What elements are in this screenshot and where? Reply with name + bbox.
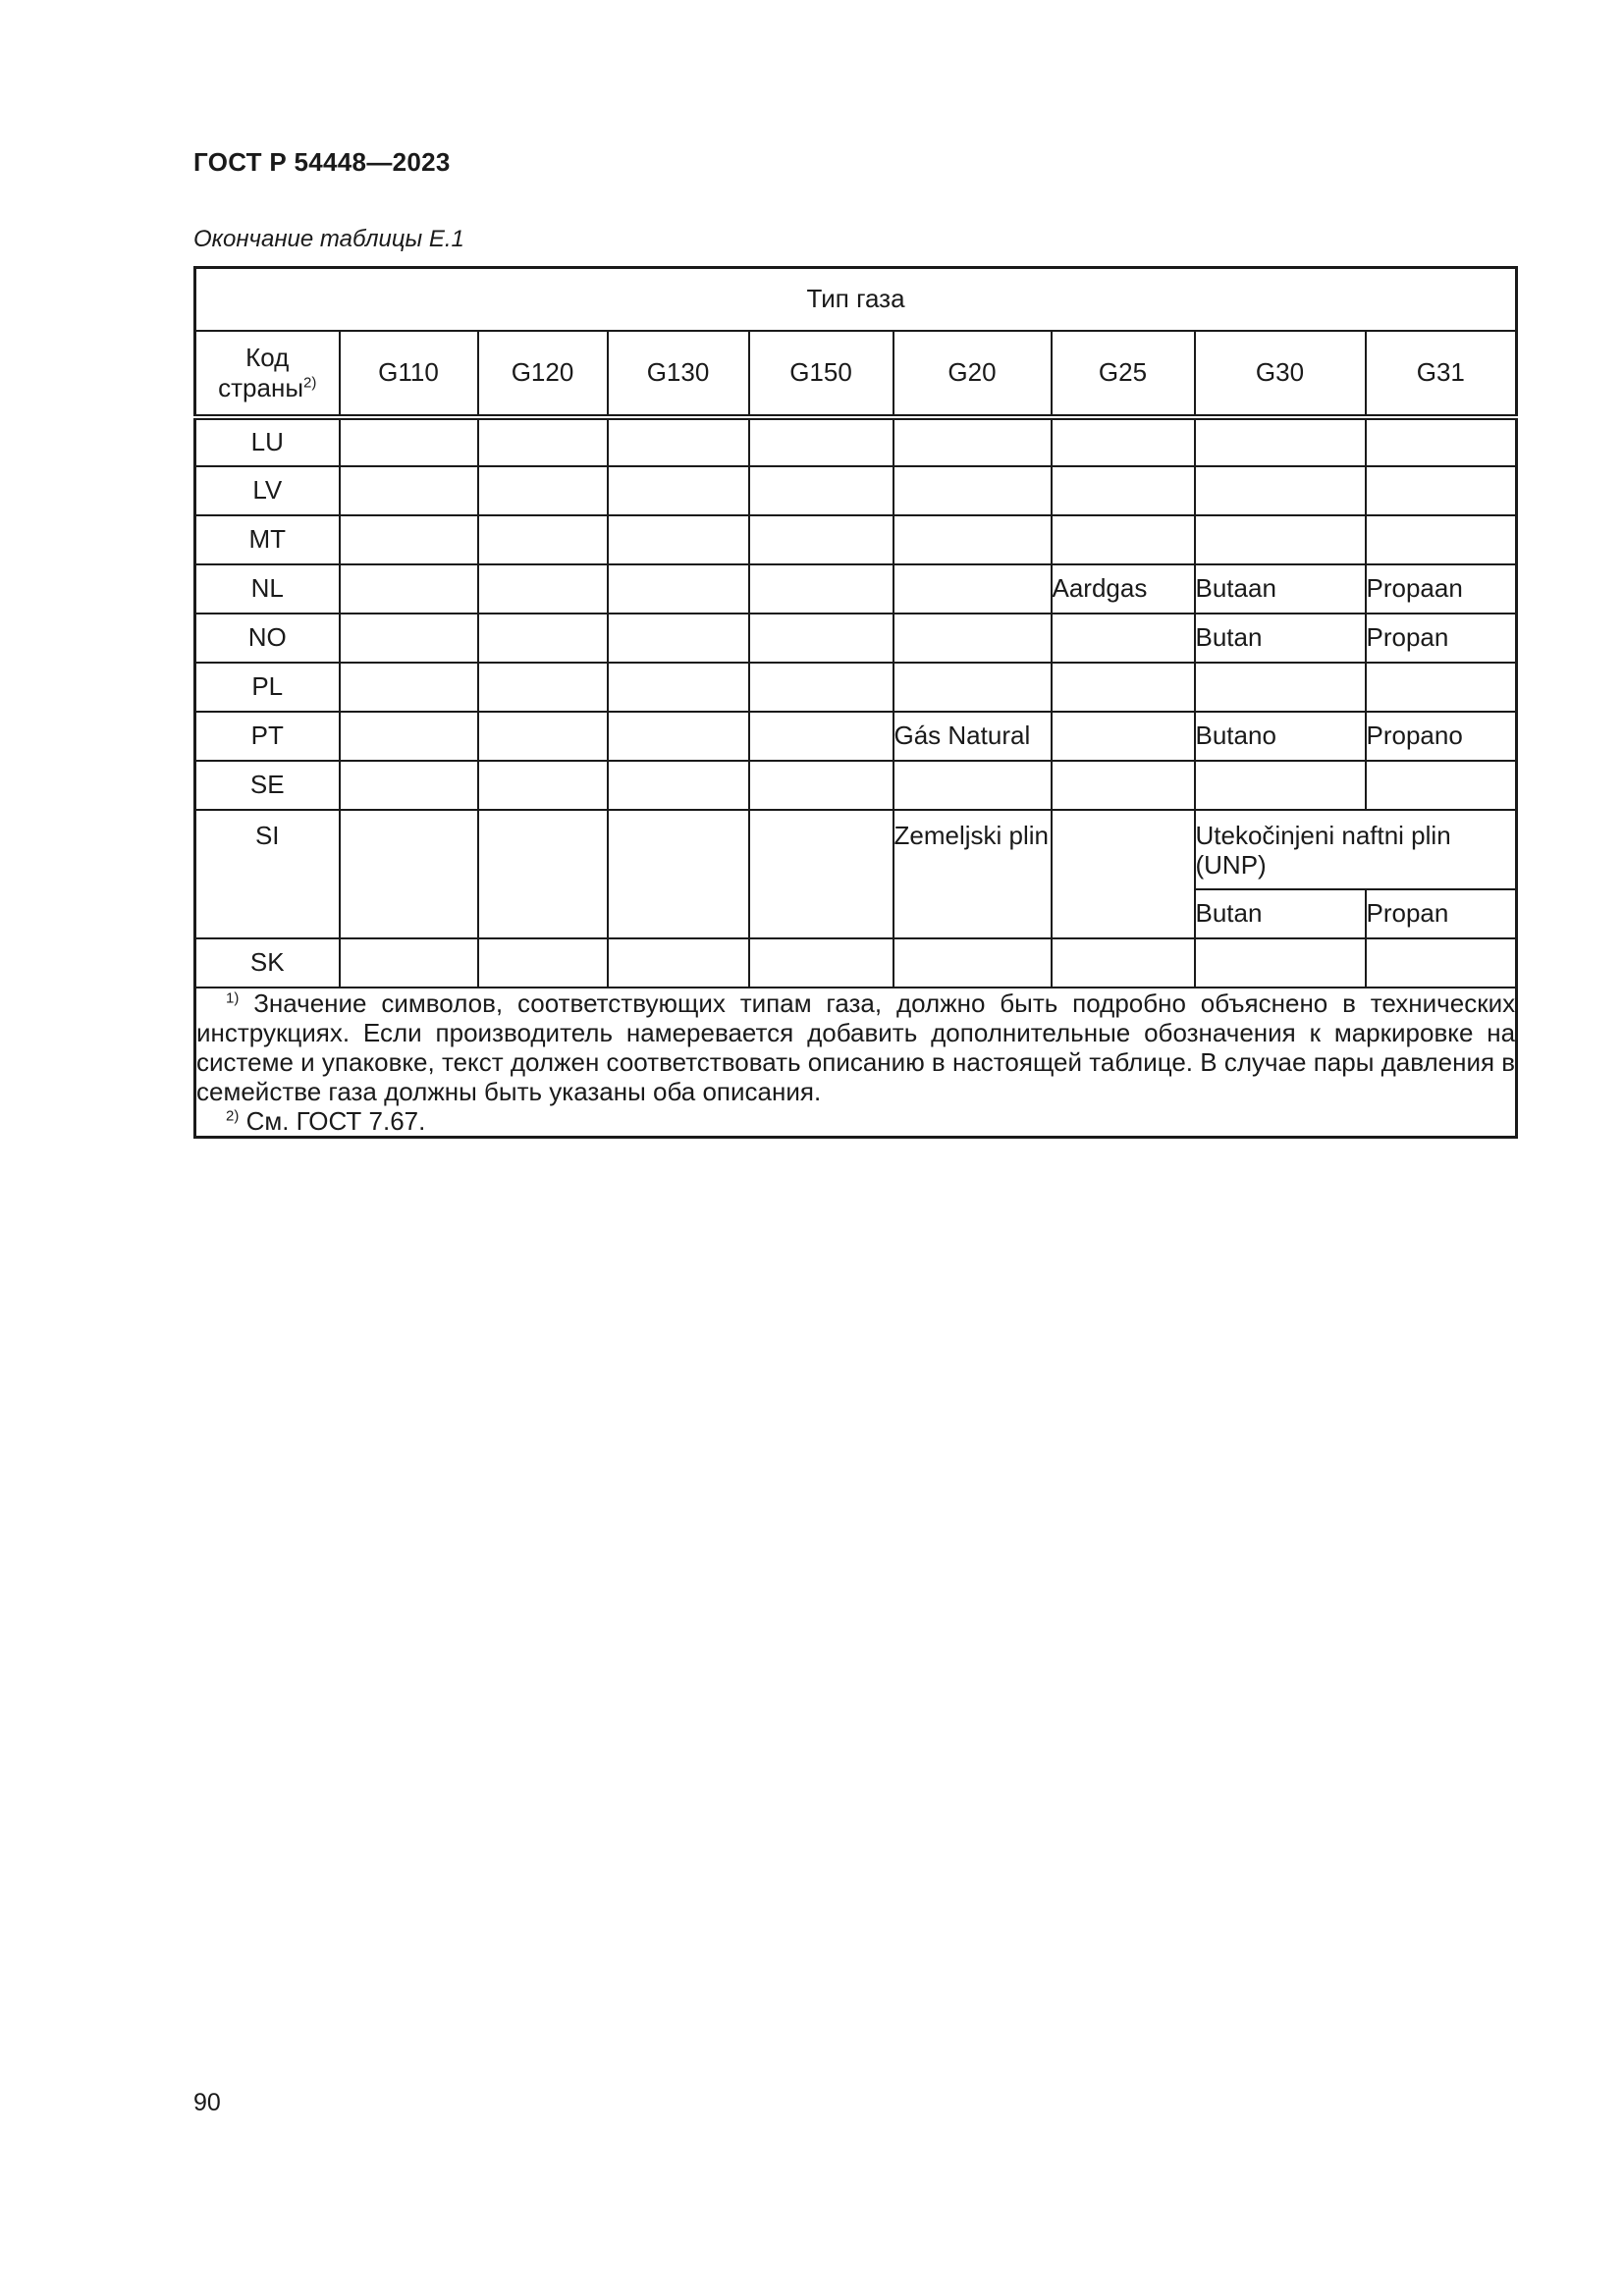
table-cell <box>893 417 1052 466</box>
table-cell <box>1052 761 1195 810</box>
country-code-cell: SK <box>195 938 340 988</box>
table-cell <box>893 614 1052 663</box>
footnote-marker: 2) <box>226 1106 240 1124</box>
country-code-cell: PL <box>195 663 340 712</box>
table-cell <box>1366 761 1517 810</box>
table-cell <box>749 761 893 810</box>
footnote-text: См. ГОСТ 7.67. <box>245 1105 426 1136</box>
table-footnotes <box>195 988 1517 1138</box>
table-cell <box>608 515 749 564</box>
country-code-cell: NL <box>195 564 340 614</box>
table-cell <box>608 810 749 938</box>
table-cell <box>1195 938 1366 988</box>
column-header: G130 <box>608 331 749 417</box>
table-cell <box>1052 938 1195 988</box>
table-cell <box>1195 515 1366 564</box>
table-cell <box>1052 810 1195 938</box>
table-cell: Butan <box>1195 889 1366 938</box>
table-cell <box>749 810 893 938</box>
table-caption: Окончание таблицы Е.1 <box>193 226 464 252</box>
table-row <box>195 466 1517 515</box>
table-cell <box>340 417 478 466</box>
table-cell <box>1366 663 1517 712</box>
gas-type-table <box>193 266 1515 1139</box>
column-header: G30 <box>1195 331 1366 417</box>
table-cell <box>340 938 478 988</box>
table-cell <box>893 663 1052 712</box>
table-cell <box>478 810 608 938</box>
table-cell <box>1195 466 1366 515</box>
table-cell <box>1052 614 1195 663</box>
column-header: G25 <box>1052 331 1195 417</box>
table-cell <box>749 466 893 515</box>
table-cell: Butan <box>1195 614 1366 663</box>
table-cell <box>340 663 478 712</box>
table-cell <box>608 466 749 515</box>
table-cell: Propan <box>1366 889 1517 938</box>
table-cell <box>1366 417 1517 466</box>
country-code-cell: LV <box>195 466 340 515</box>
table-cell <box>749 938 893 988</box>
table-cell <box>478 515 608 564</box>
document-header: ГОСТ Р 54448—2023 <box>193 147 451 177</box>
country-code-cell: NO <box>195 614 340 663</box>
footnote-2 <box>196 1106 1515 1136</box>
country-code-cell: PT <box>195 712 340 761</box>
country-code-header <box>195 331 340 417</box>
table-cell <box>608 614 749 663</box>
table-cell <box>478 564 608 614</box>
table-cell <box>1366 938 1517 988</box>
table-cell <box>1366 515 1517 564</box>
gas-type-group-header: Тип газа <box>195 268 1517 331</box>
table-cell <box>608 938 749 988</box>
table-cell <box>1195 417 1366 466</box>
column-header: G150 <box>749 331 893 417</box>
table-cell <box>340 515 478 564</box>
table-cell <box>608 712 749 761</box>
table-cell <box>608 417 749 466</box>
table-cell: Butano <box>1195 712 1366 761</box>
country-code-footnote-marker: 2) <box>303 373 317 391</box>
table-cell <box>340 712 478 761</box>
table-cell <box>478 938 608 988</box>
table-cell <box>1052 663 1195 712</box>
table-cell <box>608 564 749 614</box>
table-cell <box>749 712 893 761</box>
table-cell <box>1195 663 1366 712</box>
footnote-text: Значение символов, соответствующих типам газа, должно быть подробно объяснено в технических инструкциях. Если производитель намеревается добавить дополнительные обозначения к маркировке на системе и упаковке, текст должен соответствовать описанию в настоящей таблице. В случае пары давления в семействе газа должны быть указаны оба описания. <box>196 988 1516 1106</box>
column-header: G31 <box>1366 331 1517 417</box>
table-cell: Aardgas <box>1052 564 1195 614</box>
table-cell <box>1052 515 1195 564</box>
table-cell <box>893 466 1052 515</box>
country-code-cell: MT <box>195 515 340 564</box>
table-cell <box>478 712 608 761</box>
page-number: 90 <box>193 2089 221 2116</box>
table-cell <box>340 810 478 938</box>
table-cell <box>340 614 478 663</box>
table-cell <box>893 564 1052 614</box>
table-cell: Propaan <box>1366 564 1517 614</box>
table-cell <box>478 663 608 712</box>
table-cell <box>749 417 893 466</box>
table-cell <box>893 515 1052 564</box>
column-header: G120 <box>478 331 608 417</box>
table-cell <box>749 564 893 614</box>
table-cell-combined: Utekočinjeni naftni plin (UNP) <box>1195 810 1517 889</box>
table-cell <box>478 466 608 515</box>
table-cell <box>893 761 1052 810</box>
table-cell <box>478 417 608 466</box>
table-cell: Butaan <box>1195 564 1366 614</box>
table-cell <box>749 663 893 712</box>
table-row <box>195 761 1517 810</box>
table-row <box>195 564 1517 614</box>
table-cell <box>478 614 608 663</box>
table-cell <box>340 564 478 614</box>
table-row <box>195 712 1517 761</box>
table-cell: Zemeljski plin <box>893 810 1052 938</box>
table-cell <box>1052 417 1195 466</box>
table-cell <box>1052 712 1195 761</box>
table-cell <box>340 466 478 515</box>
table-row <box>195 614 1517 663</box>
table-cell <box>608 761 749 810</box>
table-cell <box>749 515 893 564</box>
table-cell: Gás Natural <box>893 712 1052 761</box>
table-cell <box>608 663 749 712</box>
table-row <box>195 515 1517 564</box>
table-cell: Propano <box>1366 712 1517 761</box>
table-cell <box>478 761 608 810</box>
table-cell <box>749 614 893 663</box>
table-cell <box>893 938 1052 988</box>
table-row <box>195 417 1517 466</box>
table-cell: Propan <box>1366 614 1517 663</box>
column-header: G110 <box>340 331 478 417</box>
country-code-cell: LU <box>195 417 340 466</box>
country-code-header-text: Код страны <box>218 342 304 402</box>
table-cell <box>1052 466 1195 515</box>
table-cell <box>1195 761 1366 810</box>
footnote-marker: 1) <box>226 988 240 1006</box>
country-code-cell: SE <box>195 761 340 810</box>
table-cell <box>1366 466 1517 515</box>
table-cell <box>340 761 478 810</box>
footnote-1 <box>196 988 1515 1106</box>
table-row <box>195 663 1517 712</box>
column-header: G20 <box>893 331 1052 417</box>
country-code-cell: SI <box>195 810 340 938</box>
